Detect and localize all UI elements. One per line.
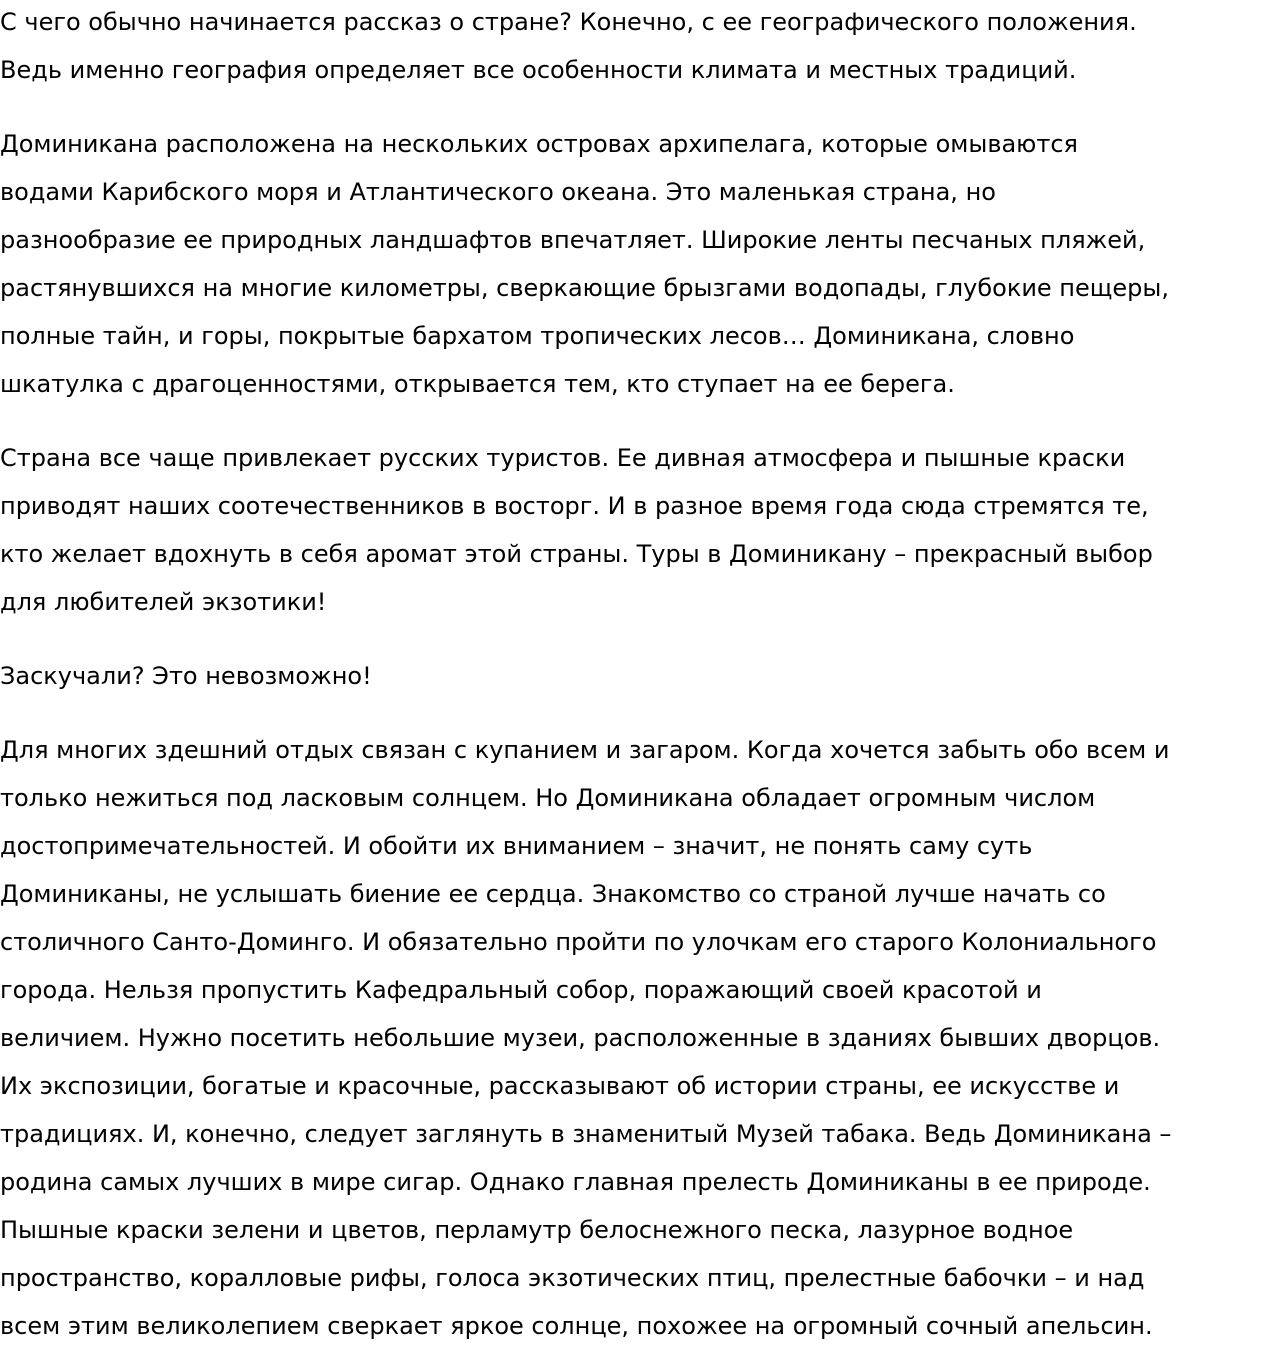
paragraph [0,0,1270,94]
text-line: всем этим великолепием сверкает яркое солнце, похожее на огромный сочный апельсин. [0,1312,1153,1340]
text-line: водами Карибского моря и Атлантического океана. Это маленькая страна, но [0,178,996,206]
text-line: шкатулка с драгоценностями, открывается тем, кто ступает на ее берега. [0,370,955,398]
paragraph [0,652,1270,700]
paragraph [0,726,1270,1350]
text-line: Ведь именно география определяет все особенности климата и местных традиций. [0,56,1077,84]
text-line: достопримечательностей. И обойти их вниманием – значит, не понять саму суть [0,832,1033,860]
text-line: столичного Санто-Доминго. И обязательно пройти по улочкам его старого Колониального [0,928,1157,956]
text-line: полные тайн, и горы, покрытые бархатом тропических лесов… Доминикана, словно [0,322,1075,350]
text-line: пространство, коралловые рифы, голоса экзотических птиц, прелестные бабочки – и над [0,1264,1145,1292]
text-line: родина самых лучших в мире сигар. Однако главная прелесть Доминиканы в ее природе. [0,1168,1151,1196]
text-line: Доминиканы, не услышать биение ее сердца. Знакомство со страной лучше начать со [0,880,1106,908]
paragraph [0,434,1270,626]
text-line: традициях. И, конечно, следует заглянуть в знаменитый Музей табака. Ведь Доминикана – [0,1120,1172,1148]
text-line: Страна все чаще привлекает русских туристов. Ее дивная атмосфера и пышные краски [0,444,1126,472]
text-line: С чего обычно начинается рассказ о стране? Конечно, с ее географического положения. [0,8,1137,36]
text-line: кто желает вдохнуть в себя аромат этой страны. Туры в Доминикану – прекрасный выбор [0,540,1153,568]
text-line: для любителей экзотики! [0,588,327,616]
text-line: величием. Нужно посетить небольшие музеи, расположенные в зданиях бывших дворцов. [0,1024,1161,1052]
text-line: города. Нельзя пропустить Кафедральный собор, поражающий своей красотой и [0,976,1042,1004]
text-line: Их экспозиции, богатые и красочные, рассказывают об истории страны, ее искусстве и [0,1072,1120,1100]
text-line: растянувшихся на многие километры, сверкающие брызгами водопады, глубокие пещеры, [0,274,1169,302]
text-line: Пышные краски зелени и цветов, перламутр белоснежного песка, лазурное водное [0,1216,1074,1244]
text-line: приводят наших соотечественников в восторг. И в разное время года сюда стремятся те, [0,492,1149,520]
text-line: Заскучали? Это невозможно! [0,662,372,690]
paragraph [0,120,1270,408]
text-line: Доминикана расположена на нескольких островах архипелага, которые омываются [0,130,1078,158]
text-line: разнообразие ее природных ландшафтов впечатляет. Широкие ленты песчаных пляжей, [0,226,1146,254]
text-line: Для многих здешний отдых связан с купанием и загаром. Когда хочется забыть обо всем и [0,736,1170,764]
text-line: только нежиться под ласковым солнцем. Но Доминикана обладает огромным числом [0,784,1096,812]
